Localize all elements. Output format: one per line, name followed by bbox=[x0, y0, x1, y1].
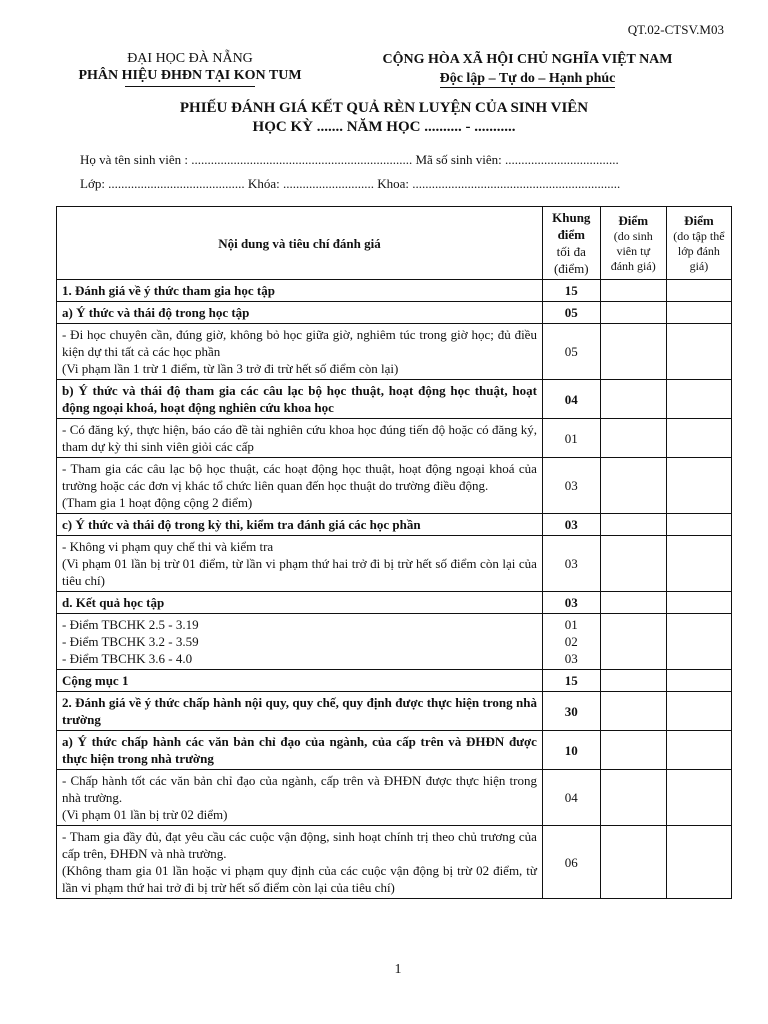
table-header-row bbox=[57, 207, 732, 280]
self-score-cell[interactable] bbox=[600, 826, 666, 899]
table-row bbox=[57, 614, 732, 670]
evaluation-table bbox=[56, 206, 732, 899]
criterion-text: a) Ý thức và thái độ trong học tập bbox=[57, 302, 543, 324]
class-score-cell[interactable] bbox=[666, 280, 731, 302]
criterion-note: (Vi phạm 01 lần bị trừ 02 điểm) bbox=[62, 807, 228, 822]
criterion-cell bbox=[57, 826, 543, 899]
criterion-cell bbox=[57, 536, 543, 592]
criterion-max-points: 04 bbox=[542, 380, 600, 419]
criterion-max-points: 06 bbox=[542, 826, 600, 899]
self-score-cell[interactable] bbox=[600, 380, 666, 419]
criterion-text: Cộng mục 1 bbox=[57, 670, 543, 692]
class-score-cell[interactable] bbox=[666, 536, 731, 592]
table-row bbox=[57, 324, 732, 380]
class-score-cell[interactable] bbox=[666, 380, 731, 419]
class-score-cell[interactable] bbox=[666, 419, 731, 458]
student-info-line2: Lớp: .......................................... Khóa: ............................ Khoa: ................................................................ bbox=[80, 176, 621, 191]
class-score-cell[interactable] bbox=[666, 670, 731, 692]
criterion-max-points: 04 bbox=[542, 770, 600, 826]
class-score-cell[interactable] bbox=[666, 302, 731, 324]
header-content: Nội dung và tiêu chí đánh giá bbox=[57, 207, 543, 280]
grade-band-item: - Điểm TBCHK 2.5 - 3.19 bbox=[62, 617, 199, 632]
class-score-cell[interactable] bbox=[666, 514, 731, 536]
class-score-cell[interactable] bbox=[666, 731, 731, 770]
table-row bbox=[57, 731, 732, 770]
table-row bbox=[57, 592, 732, 614]
university-name: ĐẠI HỌC ĐÀ NẴNG bbox=[127, 51, 253, 66]
criterion-text: - Tham gia các câu lạc bộ học thuật, các hoạt động học thuật, hoạt động ngoại khoá của trường hoặc các đơn vị khác tổ chức liên quan đến học thuật do trường điều động. bbox=[62, 461, 537, 493]
criterion-text: d. Kết quả học tập bbox=[57, 592, 543, 614]
criterion-max-points: 30 bbox=[542, 692, 600, 731]
grade-band-points: 02 bbox=[564, 634, 578, 649]
table-row bbox=[57, 826, 732, 899]
table-row bbox=[57, 692, 732, 731]
page-number: 1 bbox=[394, 962, 402, 977]
criterion-max-points bbox=[542, 614, 600, 670]
class-score-cell[interactable] bbox=[666, 458, 731, 514]
criterion-max-points: 03 bbox=[542, 592, 600, 614]
criterion-cell bbox=[57, 770, 543, 826]
grade-band-points: 03 bbox=[564, 651, 578, 666]
header-class-score bbox=[666, 207, 731, 280]
header-class-title: Điểm bbox=[684, 213, 714, 228]
criterion-max-points: 05 bbox=[542, 324, 600, 380]
table-row bbox=[57, 280, 732, 302]
criterion-text: - Tham gia đầy đủ, đạt yêu cầu các cuộc vận động, sinh hoạt chính trị theo chủ trương của cấp trên, ĐHĐN và nhà trường. bbox=[62, 829, 537, 861]
criterion-max-points: 05 bbox=[542, 302, 600, 324]
self-score-cell[interactable] bbox=[600, 670, 666, 692]
self-score-cell[interactable] bbox=[600, 419, 666, 458]
header-max-points bbox=[542, 207, 600, 280]
table-row bbox=[57, 536, 732, 592]
grade-band-item: - Điểm TBCHK 3.6 - 4.0 bbox=[62, 651, 193, 666]
self-score-cell[interactable] bbox=[600, 458, 666, 514]
class-score-cell[interactable] bbox=[666, 770, 731, 826]
criterion-note: (Vi phạm lần 1 trừ 1 điểm, từ lần 3 trở đi trừ hết số điểm còn lại) bbox=[62, 361, 399, 376]
national-header bbox=[355, 50, 700, 88]
self-score-cell[interactable] bbox=[600, 692, 666, 731]
criterion-cell bbox=[57, 324, 543, 380]
header-max-title: Khung điểm bbox=[552, 210, 591, 242]
class-score-cell[interactable] bbox=[666, 592, 731, 614]
self-score-cell[interactable] bbox=[600, 302, 666, 324]
institution-header bbox=[60, 50, 320, 87]
class-score-cell[interactable] bbox=[666, 826, 731, 899]
table-row bbox=[57, 770, 732, 826]
criterion-note: (Tham gia 1 hoạt động cộng 2 điểm) bbox=[62, 495, 253, 510]
table-row bbox=[57, 419, 732, 458]
criterion-note: (Vi phạm 01 lần bị trừ 01 điểm, từ lần vi phạm thứ hai trở đi bị trừ hết số điểm còn lại của tiêu chí) bbox=[62, 556, 537, 588]
header-self-score bbox=[600, 207, 666, 280]
criterion-max-points: 03 bbox=[542, 536, 600, 592]
table-row bbox=[57, 302, 732, 324]
class-score-cell[interactable] bbox=[666, 324, 731, 380]
table-row bbox=[57, 670, 732, 692]
student-info-line1: Họ và tên sinh viên : .................................................................... Mã số sinh viên: ................................... bbox=[80, 152, 619, 167]
self-score-cell[interactable] bbox=[600, 324, 666, 380]
evaluation-table-wrapper bbox=[56, 206, 732, 899]
self-score-cell[interactable] bbox=[600, 770, 666, 826]
criterion-cell bbox=[57, 458, 543, 514]
form-title-line2: HỌC KỲ ....... NĂM HỌC .......... - ........... bbox=[252, 119, 516, 135]
header-max-sub: tối đa (điểm) bbox=[553, 244, 589, 276]
criterion-text: - Có đăng ký, thực hiện, báo cáo đề tài nghiên cứu khoa học đúng tiến độ hoặc có đăng ký, tham dự kỳ thi sinh viên giỏi các cấp bbox=[57, 419, 543, 458]
form-title bbox=[0, 99, 768, 137]
header-self-sub: (do sinh viên tự đánh giá) bbox=[610, 229, 656, 273]
table-row bbox=[57, 380, 732, 419]
class-score-cell[interactable] bbox=[666, 692, 731, 731]
self-score-cell[interactable] bbox=[600, 536, 666, 592]
header-left-rule bbox=[125, 86, 255, 87]
self-score-cell[interactable] bbox=[600, 592, 666, 614]
branch-name: PHÂN HIỆU ĐHĐN TẠI KON TUM bbox=[78, 68, 302, 83]
criterion-text: - Chấp hành tốt các văn bản chỉ đạo của ngành, cấp trên và ĐHĐN được thực hiện trong nhà trường. bbox=[62, 773, 537, 805]
self-score-cell[interactable] bbox=[600, 514, 666, 536]
grade-band-item: - Điểm TBCHK 3.2 - 3.59 bbox=[62, 634, 199, 649]
criterion-text: 1. Đánh giá về ý thức tham gia học tập bbox=[57, 280, 543, 302]
country-name: CỘNG HÒA XÃ HỘI CHỦ NGHĨA VIỆT NAM bbox=[382, 52, 673, 67]
header-self-title: Điểm bbox=[618, 213, 649, 228]
criterion-text: a) Ý thức chấp hành các văn bản chỉ đạo của ngành, của cấp trên và ĐHĐN được thực hiện trong nhà trường bbox=[57, 731, 543, 770]
self-score-cell[interactable] bbox=[600, 614, 666, 670]
table-row bbox=[57, 458, 732, 514]
criterion-text: - Không vi phạm quy chế thi và kiểm tra bbox=[62, 539, 274, 554]
header-class-sub: (do tập thể lớp đánh giá) bbox=[673, 229, 725, 273]
criterion-text: b) Ý thức và thái độ tham gia các câu lạc bộ học thuật, hoạt động học thuật, hoạt động ngoại khoá, hoạt động nghiên cứu khoa học bbox=[57, 380, 543, 419]
criterion-text: 2. Đánh giá về ý thức chấp hành nội quy, quy chế, quy định được thực hiện trong nhà trường bbox=[57, 692, 543, 731]
criterion-max-points: 10 bbox=[542, 731, 600, 770]
criterion-max-points: 15 bbox=[542, 280, 600, 302]
table-row bbox=[57, 514, 732, 536]
criterion-max-points: 01 bbox=[542, 419, 600, 458]
criterion-cell bbox=[57, 614, 543, 670]
national-motto: Độc lập – Tự do – Hạnh phúc bbox=[439, 71, 616, 86]
self-score-cell[interactable] bbox=[600, 731, 666, 770]
criterion-max-points: 03 bbox=[542, 458, 600, 514]
criterion-text: - Đi học chuyên cần, đúng giờ, không bỏ học giữa giờ, nghiêm túc trong giờ học; đủ điều kiện dự thi tất cả các học phần bbox=[62, 327, 537, 359]
grade-band-points: 01 bbox=[564, 617, 578, 632]
self-score-cell[interactable] bbox=[600, 280, 666, 302]
criterion-max-points: 15 bbox=[542, 670, 600, 692]
form-title-line1: PHIẾU ĐÁNH GIÁ KẾT QUẢ RÈN LUYỆN CỦA SINH VIÊN bbox=[179, 100, 589, 116]
criterion-max-points: 03 bbox=[542, 514, 600, 536]
document-code: QT.02-CTSV.M03 bbox=[627, 22, 724, 37]
criterion-text: c) Ý thức và thái độ trong kỳ thi, kiểm tra đánh giá các học phần bbox=[57, 514, 543, 536]
class-score-cell[interactable] bbox=[666, 614, 731, 670]
criterion-note: (Không tham gia 01 lần hoặc vi phạm quy định của các cuộc vận động bị trừ 02 điểm, từ lần vi phạm thứ hai trở đi bị trừ hết số điểm còn lại của tiêu chí) bbox=[62, 863, 537, 895]
